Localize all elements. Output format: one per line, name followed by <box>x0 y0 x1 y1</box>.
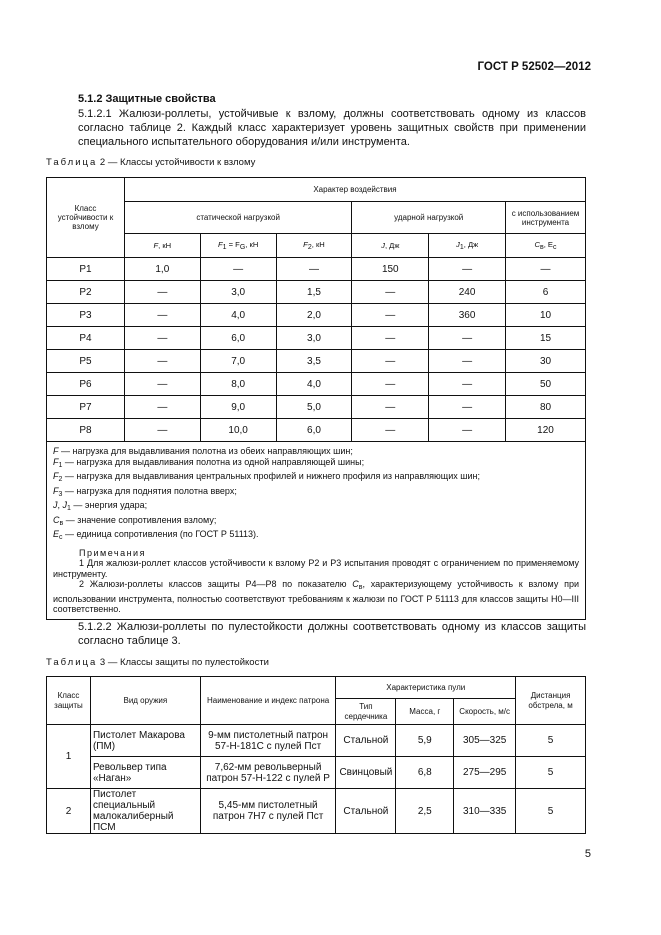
value-cell: — <box>429 327 506 350</box>
t3-speed: 305—325 <box>454 725 516 757</box>
t3-core: Свинцовый <box>336 757 396 789</box>
t3-class: 1 <box>47 725 91 789</box>
class-cell: P2 <box>47 281 125 304</box>
legend-ec: $E_с$ — единица сопротивления (по ГОСТ Р 51113). <box>53 529 259 541</box>
t3-header-speed: Скорость, м/с <box>454 699 516 725</box>
header-impact: ударной нагрузкой <box>352 202 506 234</box>
table3-caption-word: Таблица <box>46 657 98 668</box>
table-row <box>47 258 586 281</box>
legend-f2: $F_2$ — нагрузка для выдавливания центральных профилей и нижнего профиля из направляющих шин; <box>53 471 480 483</box>
value-cell: — <box>352 396 429 419</box>
value-cell: 8,0 <box>200 373 276 396</box>
table-row <box>47 373 586 396</box>
table-row <box>47 419 586 442</box>
t3-header-bullet: Характеристика пули <box>336 677 516 699</box>
value-cell: — <box>429 350 506 373</box>
value-cell: 7,0 <box>200 350 276 373</box>
t3-header-class: Класс защиты <box>47 677 91 725</box>
legend-f3: $F_3$ — нагрузка для поднятия полотна вверх; <box>53 485 237 498</box>
value-cell: — <box>352 327 429 350</box>
unit-c: Cв, Ec <box>506 234 586 258</box>
t3-cartridge: 5,45-мм пистолетный патрон 7Н7 с пулей Пст <box>200 789 336 834</box>
value-cell: 50 <box>506 373 586 396</box>
value-cell: 1,5 <box>276 281 352 304</box>
table-2-burglary-resistance <box>46 177 586 620</box>
value-cell: — <box>124 327 200 350</box>
unit-f2: F2, кН <box>276 234 352 258</box>
legend-f1: $F_1$ — нагрузка для выдавливания полотна из одной направляющей шины; <box>53 456 365 469</box>
value-cell: 3,0 <box>276 327 352 350</box>
header-tool: с использованием инструмента <box>506 202 586 234</box>
unit-j: J, Дж <box>352 234 429 258</box>
class-cell: P3 <box>47 304 125 327</box>
value-cell: 10 <box>506 304 586 327</box>
document-header: ГОСТ Р 52502—2012 <box>477 61 591 73</box>
t3-weapon: Пистолет Макарова (ПМ) <box>90 725 200 757</box>
header-group: Характер воздействия <box>124 178 585 202</box>
legend-f: F — нагрузка для выдавливания полотна из обеих направляющих шин; <box>53 446 353 456</box>
legend-j: J, $J_1$ — энергия удара; <box>53 500 148 512</box>
unit-f: F, кН <box>124 234 200 258</box>
t3-header-distance: Дистанция обстрела, м <box>516 677 586 725</box>
table-row <box>47 789 586 834</box>
class-cell: P7 <box>47 396 125 419</box>
header-class: Класс устойчивости к взлому <box>47 178 125 258</box>
value-cell: 6 <box>506 281 586 304</box>
t3-distance: 5 <box>516 725 586 757</box>
class-cell: P4 <box>47 327 125 350</box>
t3-cartridge: 9-мм пистолетный патрон 57-Н-181С с пулей Пст <box>200 725 336 757</box>
table3-caption-text: 3 — Классы защиты по пулестойкости <box>99 657 269 668</box>
value-cell: 3,5 <box>276 350 352 373</box>
value-cell: — <box>429 396 506 419</box>
value-cell: 360 <box>429 304 506 327</box>
value-cell: — <box>352 281 429 304</box>
value-cell: 240 <box>429 281 506 304</box>
value-cell: — <box>352 419 429 442</box>
value-cell: 30 <box>506 350 586 373</box>
value-cell: — <box>124 304 200 327</box>
value-cell: 15 <box>506 327 586 350</box>
table2-caption-text: 2 — Классы устойчивости к взлому <box>99 157 256 168</box>
value-cell: 5,0 <box>276 396 352 419</box>
value-cell: 2,0 <box>276 304 352 327</box>
t3-mass: 5,9 <box>396 725 454 757</box>
legend-cb: $C_в$ — значение сопротивления взлому; <box>53 514 217 527</box>
class-cell: P1 <box>47 258 125 281</box>
note-2: 2 Жалюзи-роллеты классов защиты Р4—Р8 по показателю $С_в$, характеризующему устойчивость к взлому при использовании инструмента, полностью соответствуют требованиям к жалюзи по ГОСТ Р 51113 для классов защиты Н0—III соответственно. <box>53 579 579 614</box>
table-row <box>47 757 586 789</box>
table-row <box>47 350 586 373</box>
value-cell: — <box>429 258 506 281</box>
value-cell: 4,0 <box>276 373 352 396</box>
table-row <box>47 396 586 419</box>
t3-class: 2 <box>47 789 91 834</box>
table3-caption <box>46 657 269 668</box>
value-cell: 1,0 <box>124 258 200 281</box>
value-cell: 6,0 <box>276 419 352 442</box>
value-cell: — <box>124 419 200 442</box>
notes-title: Примечания <box>79 547 146 558</box>
t3-distance: 5 <box>516 789 586 834</box>
value-cell: — <box>124 373 200 396</box>
value-cell: — <box>200 258 276 281</box>
class-cell: P5 <box>47 350 125 373</box>
table-3-bullet-resistance <box>46 676 586 834</box>
table-row <box>47 327 586 350</box>
table2-caption-word: Таблица <box>46 157 98 168</box>
value-cell: — <box>352 304 429 327</box>
unit-j1: J1, Дж <box>429 234 506 258</box>
value-cell: 10,0 <box>200 419 276 442</box>
value-cell: — <box>124 396 200 419</box>
value-cell: — <box>276 258 352 281</box>
table-row <box>47 304 586 327</box>
paragraph-5-1-2-1: 5.1.2.1 Жалюзи-роллеты, устойчивые к взлому, должны соответствовать одному из классов согласно таблице 2. Каждый класс характеризует уровень защитных свойств при применении специального испытательного оборудования и/или инструмента. <box>78 108 586 148</box>
value-cell: — <box>352 373 429 396</box>
value-cell: — <box>124 281 200 304</box>
value-cell: — <box>124 350 200 373</box>
value-cell: 4,0 <box>200 304 276 327</box>
header-static: статической нагрузкой <box>124 202 351 234</box>
note-1: 1 Для жалюзи-роллет классов устойчивости к взлому Р2 и Р3 испытания проводят с ограничением по применяемому инструменту. <box>53 558 579 579</box>
page-number: 5 <box>584 848 591 860</box>
section-heading: 5.1.2 Защитные свойства <box>78 93 216 105</box>
t3-header-weapon: Вид оружия <box>90 677 200 725</box>
unit-f1: F1 = FG, кН <box>200 234 276 258</box>
value-cell: 9,0 <box>200 396 276 419</box>
t3-header-mass: Масса, г <box>396 699 454 725</box>
table-row <box>47 281 586 304</box>
t3-header-core: Тип сердечника <box>336 699 396 725</box>
table-row <box>47 725 586 757</box>
paragraph-5-1-2-2: 5.1.2.2 Жалюзи-роллеты по пулестойкости должны соответствовать одному из классов защиты согласно таблице 3. <box>78 621 586 647</box>
value-cell: — <box>429 419 506 442</box>
table2-caption <box>46 157 255 168</box>
value-cell: — <box>352 350 429 373</box>
t3-weapon: Пистолет специальный малокалиберный ПСМ <box>90 789 200 834</box>
value-cell: 150 <box>352 258 429 281</box>
t3-core: Стальной <box>336 725 396 757</box>
t3-mass: 6,8 <box>396 757 454 789</box>
t3-weapon: Револьвер типа «Наган» <box>90 757 200 789</box>
value-cell: 80 <box>506 396 586 419</box>
t3-mass: 2,5 <box>396 789 454 834</box>
t3-distance: 5 <box>516 757 586 789</box>
value-cell: 6,0 <box>200 327 276 350</box>
value-cell: — <box>429 373 506 396</box>
value-cell: — <box>506 258 586 281</box>
t3-speed: 310—335 <box>454 789 516 834</box>
class-cell: P8 <box>47 419 125 442</box>
t3-core: Стальной <box>336 789 396 834</box>
t3-speed: 275—295 <box>454 757 516 789</box>
table2-notes <box>47 442 586 620</box>
t3-cartridge: 7,62-мм револьверный патрон 57-Н-122 с пулей Р <box>200 757 336 789</box>
value-cell: 120 <box>506 419 586 442</box>
value-cell: 3,0 <box>200 281 276 304</box>
class-cell: P6 <box>47 373 125 396</box>
t3-header-cartridge: Наименование и индекс патрона <box>200 677 336 725</box>
